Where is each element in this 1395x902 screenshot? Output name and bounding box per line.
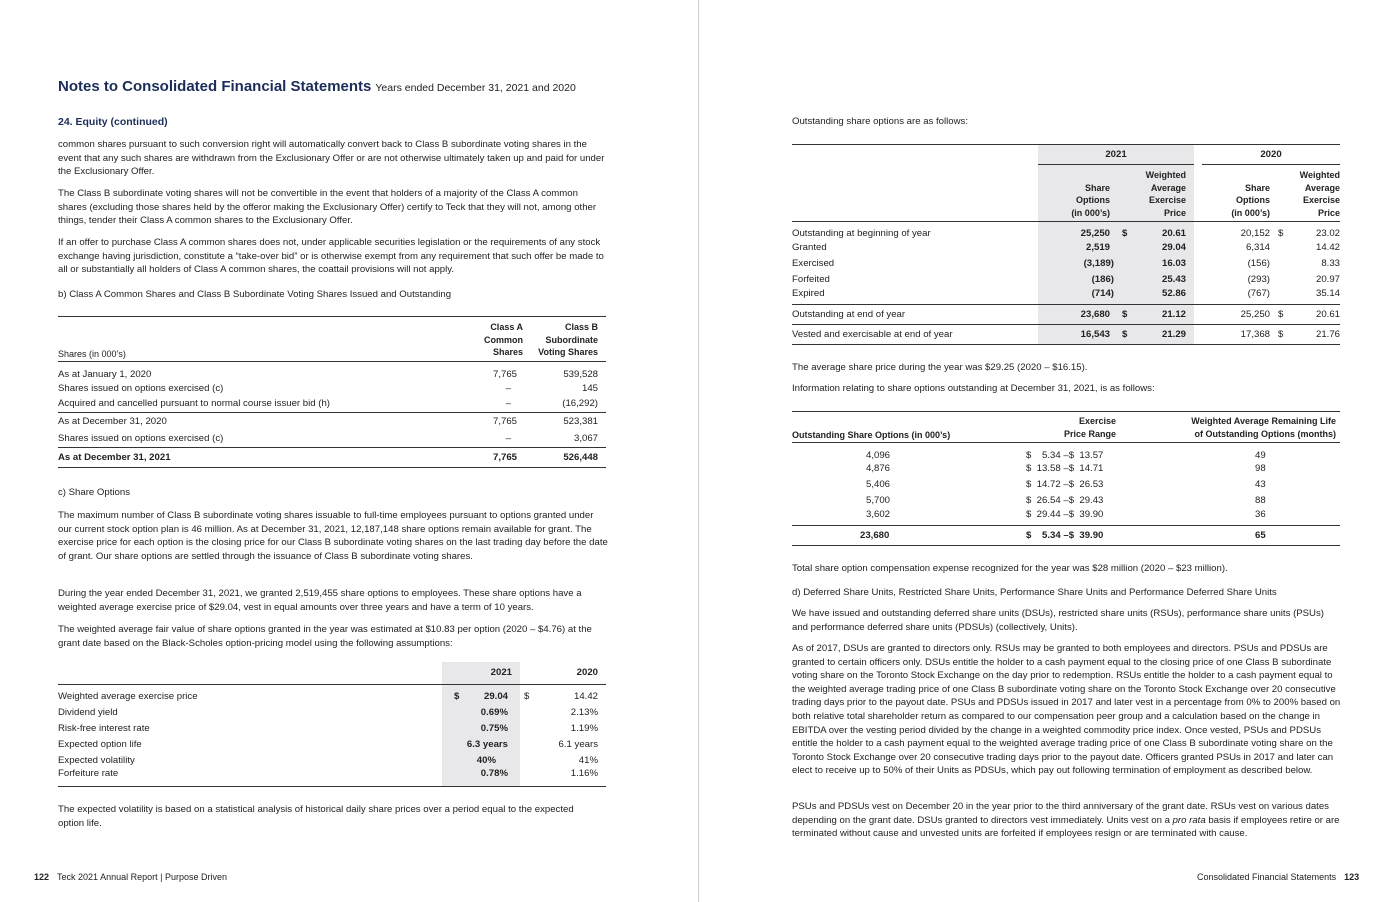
subheading-b: b) Class A Common Shares and Class B Subordinate Voting Shares Issued and Outstanding [58, 289, 452, 300]
remaining-life-header: Weighted Average Remaining Life of Outstanding Options (months) [1191, 416, 1336, 439]
assumptions-table [58, 662, 606, 787]
table-row: 4,096 $ 5.34 –$ 13.57 49 [866, 449, 1266, 461]
paragraph-vesting: PSUs and PDSUs vest on December 20 in the year prior to the third anniversary of the grant date. RSUs vest on various dates depending on the grant date. DSUs granted to directors vest immediately. Units vest on a pro rata basis if employees retire or are terminated without cause and unvested units are forfeited if employees resign or are terminated with cause. [792, 801, 1340, 840]
table-row: Expired (714) 52.86 (767) 35.14 [792, 288, 1340, 305]
paragraph-convertible: The Class B subordinate voting shares will not be convertible in the event that holders of a majority of the Class A common shares (excluding those shares held by the offeror making the Exclusionary Offer) certify to Teck that they will not, among other things, tender their Class A common shares to the Exclusionary Offer. [58, 188, 597, 227]
table-row: As at January 1, 2020 7,765 539,528 [58, 369, 598, 380]
class-a-header: Class A Common Shares [484, 322, 523, 357]
table-row: 4,876 $ 13.58 –$ 14.71 98 [866, 463, 1266, 474]
outstanding-options-header: Outstanding Share Options (in 000’s) [792, 430, 951, 440]
share-options-2021-header: Share Options (in 000’s) [1038, 165, 1116, 222]
table-row-total: 23,680 $ 5.34 –$ 39.90 65 [792, 526, 1340, 546]
table-row: Expected option life 6.3 years 6.1 years [58, 736, 606, 752]
footer-report-title: Teck 2021 Annual Report | Purpose Driven [57, 872, 227, 882]
year-2021-group-header: 2021 [1038, 145, 1194, 165]
table-row: As at December 31, 2021 7,765 526,448 [58, 447, 606, 467]
table-row: 3,602 $ 29.44 –$ 39.90 36 [792, 509, 1340, 526]
subheading-d: d) Deferred Share Units, Restricted Share Units, Performance Share Units and Performance Deferred Share Units [792, 587, 1277, 598]
page-number-left: 122 [34, 872, 50, 882]
year-2020-group-header: 2020 [1202, 145, 1340, 165]
paragraph-units-detail: As of 2017, DSUs are granted to directors only. RSUs may be granted to both employees and directors. PSUs and PDSUs are granted to certain officers only. DSUs entitle the holder to a cash payment equal to the closing price of one Class B subordinate voting share on the Toronto Stock Exchange on the day prior to redemption. RSUs entitle the holder to a cash payment equal to the weighted average trading price of one Class B subordinate voting share on the Toronto Stock Exchange over 20 consecutive trading days prior to the payout date. PSUs and PDSUs issued in 2017 and later vest in a percentage from 0% to 200% based on both relative total shareholder return as compared to our compensation peer group and a calculation based on the change in EBITDA over the vesting period divided by the change in a weighted commodity price index. Once vested, PSUs and PDSUs entitle the holder to a cash payment equal to the weighted average trading price of one Class B subordinate voting share on the Toronto Stock Exchange over 20 consecutive trading days prior to the payout date. Officers granted PSUs in 2017 and later can elect to receive up to 50% of their Units as PDSUs, which pay out following termination of employment as described below. [792, 643, 1341, 777]
page-subtitle: Years ended December 31, 2021 and 2020 [375, 82, 576, 94]
page-divider [698, 0, 699, 902]
paragraph-max-options: The maximum number of Class B subordinate voting shares issuable to full-time employees pursuant to options granted under our current stock option plan is 46 million. As at December 31, 2021, 12,187,148 share options remain available for grant. The exercise price for each option is the closing price for our Class B subordinate voting shares on the last trading day before the date of grant. Our share options are settled through the issuance of Class B subordinate voting shares. [58, 510, 608, 562]
table-row: Forfeiture rate 0.78% 1.16% [58, 768, 606, 786]
table-row: Expected volatility 40% 41% [58, 752, 606, 768]
compensation-expense: Total share option compensation expense recognized for the year was $28 million (2020 – $23 million). [792, 563, 1228, 574]
table-row: Outstanding at beginning of year 25,250 $ 20.61 20,152 $ 23.02 [792, 222, 1340, 240]
table-row: 5,406 $ 14.72 –$ 26.53 43 [866, 479, 1266, 490]
class-b-header: Class B Subordinate Voting Shares [538, 322, 598, 357]
paragraph-granted: During the year ended December 31, 2021, we granted 2,519,455 share options to employees. These share options have a weighted average exercise price of $29.04, vest in equal amounts over three years and have a term of 10 years. [58, 588, 582, 613]
price-range-table [792, 411, 1340, 546]
options-intro: Outstanding share options are as follows: [792, 116, 968, 127]
subheading-c: c) Share Options [58, 487, 130, 498]
table-row: Outstanding at end of year 23,680 $ 21.12 25,250 $ 20.61 [792, 305, 1340, 325]
options-info-intro: Information relating to share options outstanding at December 31, 2021, is as follows: [792, 383, 1155, 394]
table-row: As at December 31, 2020 7,765 523,381 [58, 416, 598, 428]
paragraph-fair-value: The weighted average fair value of share options granted in the year was estimated at $10.83 per option (2020 – $4.76) at the grant date based on the Black-Scholes option-pricing model using the following assumptions: [58, 624, 592, 649]
page-title: Notes to Consolidated Financial Statements Years ended December 31, 2021 and 2020 [58, 78, 576, 95]
exercise-price-2020-header: Weighted Average Exercise Price [1299, 170, 1340, 218]
table-row: Weighted average exercise price $ 29.04 $ 14.42 [58, 684, 606, 704]
table-row: Shares issued on options exercised (c) – 145 [58, 382, 598, 394]
table-row: Risk-free interest rate 0.75% 1.19% [58, 720, 606, 736]
table-row: Shares issued on options exercised (c) – 3,067 [58, 431, 606, 447]
paragraph-conversion: common shares pursuant to such conversion right will automatically convert back to Class B subordinate voting shares in the event that any such shares are withdrawn from the Exclusionary Offer or are not otherwise ultimately taken up and paid for under the Exclusionary Offer. [58, 139, 605, 178]
price-range-header: Exercise Price Range [1063, 416, 1116, 439]
table-row: Forfeited (186) 25.43 (293) 20.97 [792, 272, 1340, 288]
table-row: 5,700 $ 26.54 –$ 29.43 88 [866, 495, 1266, 506]
share-options-table [792, 144, 1340, 345]
paragraph-volatility: The expected volatility is based on a statistical analysis of historical daily share prices over a period equal to the expected option life. [58, 804, 574, 829]
year-2021-header: 2021 [464, 662, 520, 684]
table-row: Dividend yield 0.69% 2.13% [58, 704, 606, 720]
paragraph-coattail: If an offer to purchase Class A common shares does not, under applicable securities legislation or the requirements of any stock exchange having jurisdiction, constitute a “take-over bid” or is otherwise exempt from any requirement that such offer be made to all or substantially all holders of Class A common shares, the coattail provisions will not apply. [58, 237, 604, 276]
footer-section-title: Consolidated Financial Statements [1197, 872, 1337, 882]
paragraph-units: We have issued and outstanding deferred share units (DSUs), restricted share units (RSUs), performance share units (PSUs) and performance deferred share units (PDSUs) (collectively, Units). [792, 608, 1324, 633]
shares-table [58, 316, 606, 468]
average-share-price: The average share price during the year was $29.25 (2020 – $16.15). [792, 362, 1088, 373]
table-row: Granted 2,519 29.04 6,314 14.42 [792, 240, 1340, 256]
section-heading: 24. Equity (continued) [58, 116, 168, 128]
table-row: Exercised (3,189) 16.03 (156) 8.33 [792, 256, 1340, 272]
table-row: Acquired and cancelled pursuant to normal course issuer bid (h) – (16,292) [58, 396, 606, 412]
shares-col-label: Shares (in 000’s) [58, 348, 126, 359]
year-2020-header: 2020 [576, 667, 598, 679]
footer-left [34, 872, 227, 882]
footer-right [1197, 872, 1359, 882]
page-number-right: 123 [1344, 872, 1360, 882]
share-options-2020-header: Share Options (in 000’s) [1231, 182, 1270, 218]
table-row: Vested and exercisable at end of year 16,543 $ 21.29 17,368 $ 21.76 [792, 325, 1340, 345]
exercise-price-2021-header: Weighted Average Exercise Price [1134, 165, 1194, 222]
